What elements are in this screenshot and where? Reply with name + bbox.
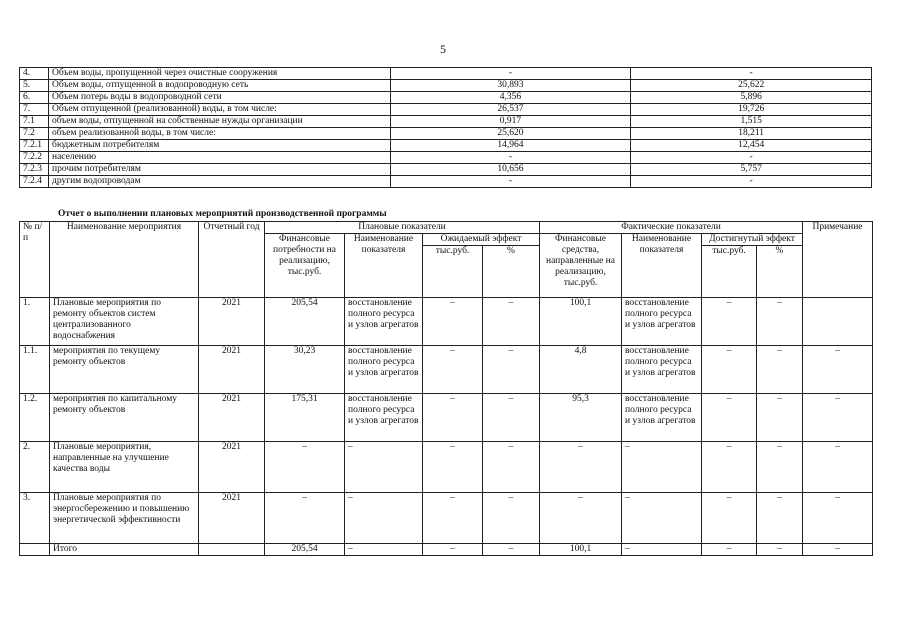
table-row — [20, 442, 873, 493]
table-row — [20, 152, 872, 164]
row-name: Плановые мероприятия по энергосбережению и повышению энергетической эффективности — [50, 493, 199, 544]
row-fact-pct: – — [757, 394, 803, 442]
row-fact-fin: 95,3 — [540, 394, 622, 442]
row-value-1: 14,964 — [390, 140, 631, 152]
header-plan-pct: % — [483, 246, 540, 298]
row-number: 7.1 — [20, 116, 49, 128]
row-value-2: 1,515 — [631, 116, 872, 128]
row-fact-rub: – — [702, 442, 757, 493]
row-plan-pct: – — [483, 394, 540, 442]
row-fact-pct: – — [757, 442, 803, 493]
row-value-2: 18,211 — [631, 128, 872, 140]
page-number: 5 — [440, 42, 446, 56]
row-plan-pct: – — [483, 298, 540, 346]
row-plan-fin: 205,54 — [265, 544, 345, 556]
row-number: 1.1. — [20, 346, 50, 394]
row-value-2: 19,726 — [631, 104, 872, 116]
table-row — [20, 394, 873, 442]
row-number: 3. — [20, 493, 50, 544]
row-name: Плановые мероприятия, направленные на улучшение качества воды — [50, 442, 199, 493]
header-fact-fin: Финансовые средства, направленные на реализацию, тыс.руб. — [540, 234, 622, 298]
row-value-2: - — [631, 176, 872, 188]
row-name: Плановые мероприятия по ремонту объектов систем централизованного водоснабжения — [50, 298, 199, 346]
row-note: – — [803, 394, 873, 442]
row-fact-rub: – — [702, 298, 757, 346]
table-row — [20, 68, 872, 80]
header-name: Наименование мероприятия — [50, 222, 199, 298]
table-row — [20, 128, 872, 140]
header-num: № п/п — [20, 222, 50, 298]
table-row — [20, 116, 872, 128]
table-row — [20, 92, 872, 104]
row-name: Объем потерь воды в водопроводной сети — [48, 92, 390, 104]
row-fact-ind: – — [622, 544, 702, 556]
table-row — [20, 298, 873, 346]
row-fact-pct: – — [757, 346, 803, 394]
row-fact-rub: – — [702, 493, 757, 544]
row-note: – — [803, 346, 873, 394]
row-value-2: 5,896 — [631, 92, 872, 104]
row-name: другим водопроводам — [48, 176, 390, 188]
row-name: населению — [48, 152, 390, 164]
row-name: объем реализованной воды, в том числе: — [48, 128, 390, 140]
row-plan-fin: 175,31 — [265, 394, 345, 442]
header-note: Примечание — [803, 222, 873, 298]
row-value-1: - — [390, 68, 631, 80]
row-plan-ind: – — [345, 544, 423, 556]
row-value-1: 10,656 — [390, 164, 631, 176]
row-plan-pct: – — [483, 346, 540, 394]
row-fact-pct: – — [757, 493, 803, 544]
row-fact-rub: – — [702, 394, 757, 442]
row-value-2: 5,757 — [631, 164, 872, 176]
row-number: 6. — [20, 92, 49, 104]
row-plan-fin: 205,54 — [265, 298, 345, 346]
row-name: Объем воды, отпущенной в водопроводную сеть — [48, 80, 390, 92]
row-fact-fin: 4,8 — [540, 346, 622, 394]
row-note — [803, 298, 873, 346]
header-fact-pct: % — [757, 246, 803, 298]
row-plan-ind: – — [345, 493, 423, 544]
row-year: 2021 — [199, 493, 265, 544]
row-fact-fin: 100,1 — [540, 544, 622, 556]
row-value-1: 25,620 — [390, 128, 631, 140]
row-fact-ind: восстановление полного ресурса и узлов агрегатов — [622, 346, 702, 394]
row-year: 2021 — [199, 298, 265, 346]
row-number: 5. — [20, 80, 49, 92]
row-year: 2021 — [199, 394, 265, 442]
row-number: 4. — [20, 68, 49, 80]
row-number — [20, 544, 50, 556]
row-name: мероприятия по текущему ремонту объектов — [50, 346, 199, 394]
row-value-2: - — [631, 68, 872, 80]
header-plan-ind: Наименование показателя — [345, 234, 423, 298]
row-number: 7.2.2 — [20, 152, 49, 164]
row-name: Итого — [50, 544, 199, 556]
row-plan-rub: – — [423, 394, 483, 442]
row-value-1: 4,356 — [390, 92, 631, 104]
row-value-1: 0,917 — [390, 116, 631, 128]
row-plan-fin: 30,23 — [265, 346, 345, 394]
row-name: Объем отпущенной (реализованной) воды, в том числе: — [48, 104, 390, 116]
table-row — [20, 544, 873, 556]
header-plan-rub: тыс.руб. — [423, 246, 483, 298]
row-value-1: - — [390, 152, 631, 164]
header-fact: Фактические показатели — [540, 222, 803, 234]
row-value-2: 12,454 — [631, 140, 872, 152]
row-number: 1. — [20, 298, 50, 346]
row-number: 7.2.3 — [20, 164, 49, 176]
row-plan-rub: – — [423, 493, 483, 544]
table-row — [20, 104, 872, 116]
row-note: – — [803, 493, 873, 544]
row-plan-rub: – — [423, 442, 483, 493]
row-fact-fin: 100,1 — [540, 298, 622, 346]
row-name: бюджетным потребителям — [48, 140, 390, 152]
row-plan-ind: восстановление полного ресурса и узлов агрегатов — [345, 298, 423, 346]
row-plan-ind: восстановление полного ресурса и узлов агрегатов — [345, 346, 423, 394]
header-fact-rub: тыс.руб. — [702, 246, 757, 298]
row-plan-fin: – — [265, 493, 345, 544]
row-number: 1.2. — [20, 394, 50, 442]
header-fact-ind: Наименование показателя — [622, 234, 702, 298]
row-value-1: - — [390, 176, 631, 188]
header-plan: Плановые показатели — [265, 222, 540, 234]
row-plan-ind: восстановление полного ресурса и узлов агрегатов — [345, 394, 423, 442]
table-row — [20, 346, 873, 394]
header-plan-fin: Финансовые потребности на реализацию, тыс.руб. — [265, 234, 345, 298]
row-year — [199, 544, 265, 556]
row-value-1: 26,537 — [390, 104, 631, 116]
row-fact-rub: – — [702, 544, 757, 556]
row-number: 7. — [20, 104, 49, 116]
row-fact-pct: – — [757, 298, 803, 346]
row-note: – — [803, 442, 873, 493]
row-fact-ind: восстановление полного ресурса и узлов агрегатов — [622, 394, 702, 442]
row-plan-rub: – — [423, 544, 483, 556]
row-value-2: 25,622 — [631, 80, 872, 92]
row-name: Объем воды, пропущенной через очистные сооружения — [48, 68, 390, 80]
row-plan-rub: – — [423, 298, 483, 346]
row-plan-fin: – — [265, 442, 345, 493]
table-row — [20, 164, 872, 176]
row-number: 7.2.1 — [20, 140, 49, 152]
table-row — [20, 140, 872, 152]
row-value-2: - — [631, 152, 872, 164]
row-plan-pct: – — [483, 442, 540, 493]
report-title: Отчет о выполнении плановых мероприятий производственной программы — [58, 209, 387, 219]
row-name: объем воды, отпущенной на собственные нужды организации — [48, 116, 390, 128]
header-fact-eff: Достигнутый эффект — [702, 234, 803, 246]
header-plan-eff: Ожидаемый эффект — [423, 234, 540, 246]
row-name: мероприятия по капитальному ремонту объектов — [50, 394, 199, 442]
row-fact-ind: – — [622, 493, 702, 544]
row-year: 2021 — [199, 442, 265, 493]
row-number: 7.2.4 — [20, 176, 49, 188]
row-note: – — [803, 544, 873, 556]
row-value-1: 30,893 — [390, 80, 631, 92]
row-plan-ind: – — [345, 442, 423, 493]
row-fact-fin: – — [540, 493, 622, 544]
row-plan-pct: – — [483, 493, 540, 544]
row-number: 2. — [20, 442, 50, 493]
row-fact-pct: – — [757, 544, 803, 556]
row-fact-ind: восстановление полного ресурса и узлов агрегатов — [622, 298, 702, 346]
header-year: Отчетный год — [199, 222, 265, 298]
row-fact-fin: – — [540, 442, 622, 493]
row-year: 2021 — [199, 346, 265, 394]
row-fact-rub: – — [702, 346, 757, 394]
table-row — [20, 176, 872, 188]
report-table — [19, 221, 873, 556]
row-number: 7.2 — [20, 128, 49, 140]
row-fact-ind: – — [622, 442, 702, 493]
row-plan-pct: – — [483, 544, 540, 556]
row-plan-rub: – — [423, 346, 483, 394]
table-row — [20, 80, 872, 92]
table-row — [20, 493, 873, 544]
water-volume-table — [19, 67, 872, 188]
row-name: прочим потребителям — [48, 164, 390, 176]
